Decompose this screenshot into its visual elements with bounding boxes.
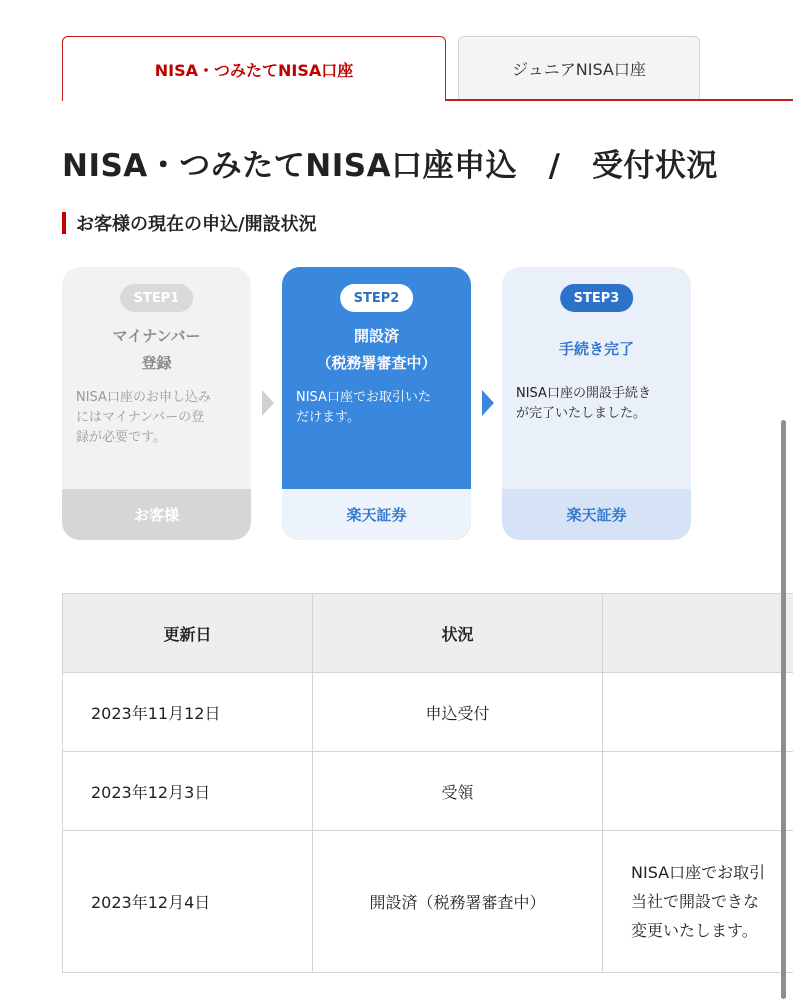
vertical-scrollbar[interactable] [781,420,786,999]
table-row [63,673,793,752]
step-card-1 [62,267,251,540]
note-line: 変更いたします。 [631,921,758,940]
column-header-status: 状況 [313,594,603,673]
step-description-line: NISA口座のお申し込み [76,390,211,405]
step-title-line: 登録 [141,354,172,372]
table-row [63,831,793,973]
row-status: 申込受付 [313,673,603,752]
status-history-table [62,593,793,973]
step-description-line: にはマイナンバーの登 [76,410,205,425]
step-card-3 [502,267,691,540]
step-card-body [62,267,251,489]
column-header-note [603,594,793,673]
row-date: 2023年12月3日 [63,752,313,831]
row-date: 2023年12月4日 [63,831,313,973]
heading-accent-bar [62,212,66,234]
account-type-tabs [0,36,793,101]
step-arrow-icon [482,390,494,416]
step-owner: お客様 [62,489,251,540]
step-title-line: 開設済 [353,327,399,345]
step-description-line: NISA口座の開設手続き [516,386,651,401]
step-description-line: 録が必要です。 [76,430,166,445]
step-description-line: が完了いたしました。 [516,406,647,421]
step-owner: 楽天証券 [282,489,471,540]
step-description-line: だけます。 [296,410,360,425]
note-line: 当社で開設できな [631,892,760,911]
column-header-updated-date: 更新日 [63,594,313,673]
step-badge: STEP2 [340,284,414,312]
step-title-line: マイナンバー [112,327,201,345]
row-note [603,673,793,752]
step-card-2 [282,267,471,540]
step-badge: STEP3 [560,284,634,312]
row-status: 受領 [313,752,603,831]
table-header-row [63,594,793,673]
step-title-line: 手続き完了 [558,340,634,358]
row-status: 開設済（税務署審査中） [313,831,603,973]
step-badge: STEP1 [120,284,194,312]
step-description-line: NISA口座でお取引いた [296,390,431,405]
section-heading [62,210,317,236]
step-card-body [282,267,471,489]
step-card-body [502,267,691,489]
row-date: 2023年11月12日 [63,673,313,752]
table-row [63,752,793,831]
row-note [603,831,793,973]
row-note [603,752,793,831]
step-arrow-icon [262,390,274,416]
tab-junior-nisa[interactable]: ジュニアNISA口座 [458,36,700,99]
tab-nisa-tsumitate[interactable]: NISA・つみたてNISA口座 [62,36,446,101]
page-title: NISA・つみたてNISA口座申込 / 受付状況 [62,148,718,184]
step-title-line: （税務署審査中） [316,354,437,372]
note-line: NISA口座でお取引 [631,863,766,882]
step-owner: 楽天証券 [502,489,691,540]
section-heading-text: お客様の現在の申込/開設状況 [76,214,317,235]
